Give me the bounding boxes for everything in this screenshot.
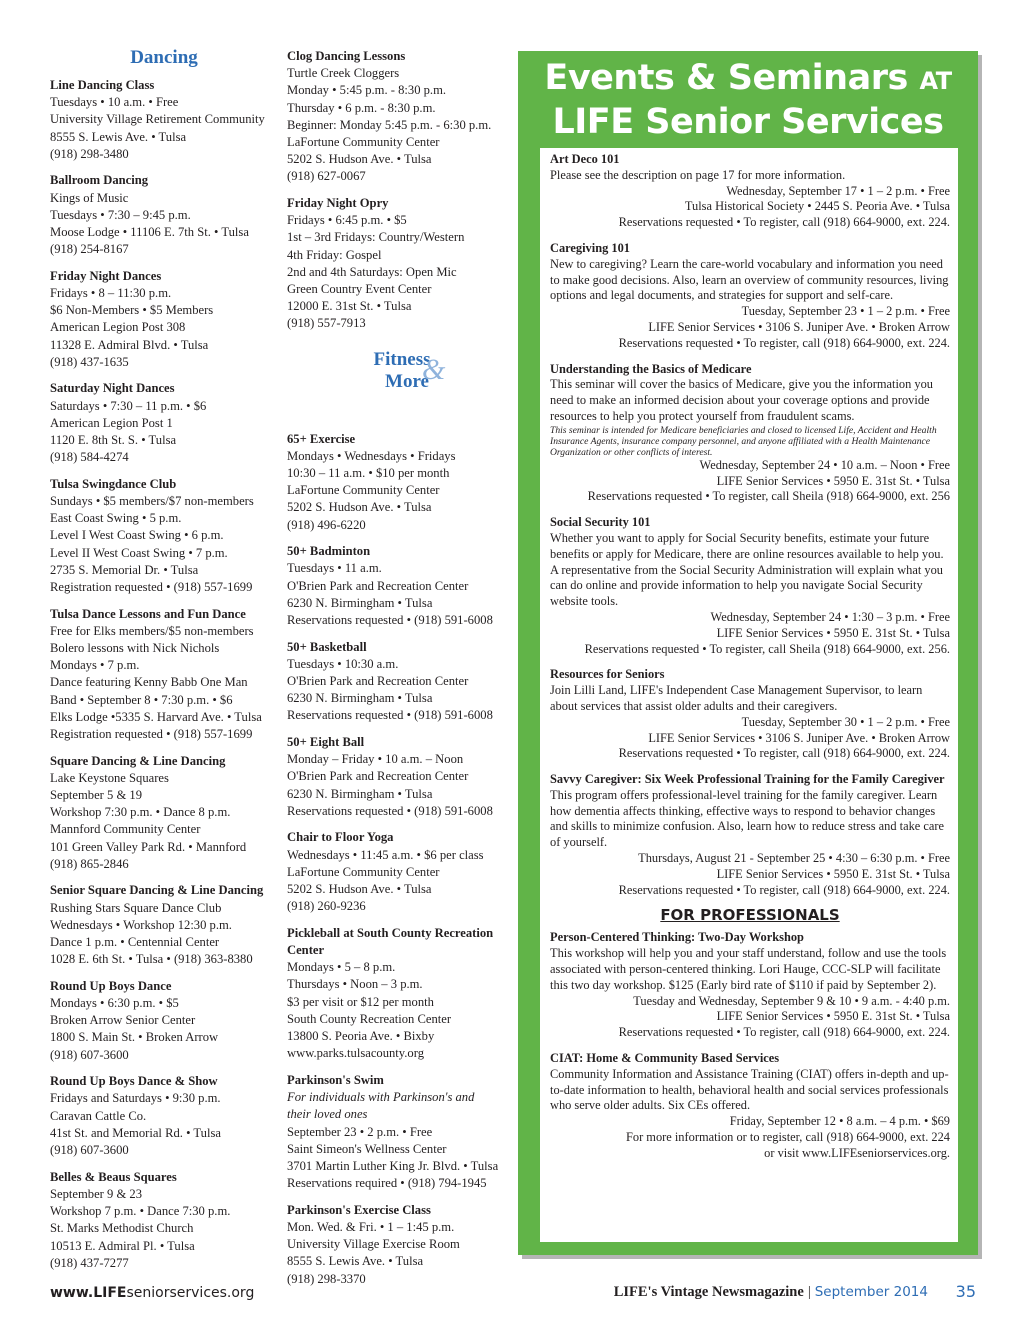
event-description: This workshop will help you and your staff understand, follow and use the tools associated with person-centered thinking. Lori Hauge, CCC-SLP will facilitate this two day workshop. $125 (Early bird rate of $110 if paid by September 2). xyxy=(550,946,947,992)
listing-detail: Registration requested • (918) 557-1699 xyxy=(50,580,253,595)
events-seminars-box xyxy=(518,51,978,1255)
listing-detail: Fridays • 6:45 p.m. • $5 xyxy=(287,213,407,228)
event-detail: Wednesday, September 24 • 1:30 – 3 p.m. • Free xyxy=(710,609,950,624)
issue-date: September 2014 xyxy=(814,1284,928,1300)
listing-detail: South County Recreation Center xyxy=(287,1011,452,1026)
dancing-list xyxy=(50,77,278,1272)
listing-detail: American Legion Post 1 xyxy=(50,415,173,430)
listing-note: For individuals with Parkinson's and xyxy=(287,1090,475,1105)
listing-detail: Fridays • 8 – 11:30 p.m. xyxy=(50,286,172,301)
footer-website xyxy=(50,1285,254,1301)
listing-note: their loved ones xyxy=(287,1107,368,1122)
listing-detail: (918) 298-3480 xyxy=(50,146,129,161)
event-title: Understanding the Basics of Medicare xyxy=(550,361,752,376)
dancing-column xyxy=(50,48,278,1281)
listing-detail: Tuesdays • 10 a.m. • Free xyxy=(50,95,179,110)
listing-detail: Registration requested • (918) 557-1699 xyxy=(50,727,253,742)
event-title: Art Deco 101 xyxy=(550,152,620,166)
listing-title: Ballroom Dancing xyxy=(50,173,149,188)
listing-title: Pickleball at South County Recreation Center xyxy=(287,925,494,958)
fitness-heading-line1: Fitness xyxy=(373,348,431,370)
event-description: Please see the description on page 17 for more information. xyxy=(550,167,846,182)
event-item xyxy=(550,152,950,231)
event-detail: Reservations requested • To register, call (918) 664-9000, ext. 224. xyxy=(618,882,950,897)
listing-detail: Tuesdays • 11 a.m. xyxy=(287,561,382,576)
event-item xyxy=(550,515,950,657)
listing-detail: 11328 E. Admiral Blvd. • Tulsa xyxy=(50,337,209,352)
event-item xyxy=(550,362,950,506)
listing-title: Saturday Night Dances xyxy=(50,381,175,396)
event-description: New to caregiving? Learn the care-world vocabulary and information you need to make good decisions. Also, learn an overview of community resources, living options and legal documents, and strategies for support and self-care. xyxy=(550,256,949,303)
listing-detail: 2735 S. Memorial Dr. • Tulsa xyxy=(50,562,199,577)
listing-detail: (918) 865-2846 xyxy=(50,856,129,871)
event-detail: Reservations requested • To register, call Sheila (918) 664-9000, ext. 256 xyxy=(587,489,950,504)
event-item xyxy=(550,241,950,352)
listing-detail: Green Country Event Center xyxy=(287,282,432,297)
event-title: Caregiving 101 xyxy=(550,240,630,255)
listing-title: Square Dancing & Line Dancing xyxy=(50,753,226,768)
listing-detail: University Village Retirement Community xyxy=(50,112,265,127)
listing-detail: 6230 N. Birmingham • Tulsa xyxy=(287,595,433,610)
listing-title: Round Up Boys Dance & Show xyxy=(50,1074,218,1089)
event-description: This seminar will cover the basics of Medicare, give you the information you need to make an informed decision about your coverage options and provide resources to help you protect yourself from fraudulent scams. xyxy=(550,377,933,423)
professional-events-list xyxy=(550,930,950,1161)
listing-detail: Beginner: Monday 5:45 p.m. - 6:30 p.m. xyxy=(287,117,492,132)
footer-url-bold: www.LIFE xyxy=(50,1285,127,1301)
event-detail: Reservations requested • To register, call (918) 664-9000, ext. 224. xyxy=(618,335,950,350)
listing-detail: 12000 E. 31st St. • Tulsa xyxy=(287,299,412,314)
event-detail: or visit www.LIFEseniorservices.org. xyxy=(764,1145,950,1160)
listing-detail: (918) 437-1635 xyxy=(50,354,129,369)
event-detail: Reservations requested • To register, call (918) 664-9000, ext. 224. xyxy=(618,1025,950,1040)
dance-list-continued xyxy=(287,48,517,333)
listing-title: Belles & Beaus Squares xyxy=(50,1169,177,1184)
listing-detail: Thursdays • Noon – 3 p.m. xyxy=(287,977,423,992)
dancing-heading: Dancing xyxy=(130,47,198,68)
listing-detail: 1028 E. 6th St. • Tulsa • (918) 363-8380 xyxy=(50,952,253,967)
listing-detail: Mannford Community Center xyxy=(50,822,201,837)
fitness-heading-line2: More xyxy=(385,370,429,392)
listing-detail: Caravan Cattle Co. xyxy=(50,1108,147,1123)
listing-detail: 1st – 3rd Fridays: Country/Western xyxy=(287,230,465,245)
listing-detail: Broken Arrow Senior Center xyxy=(50,1013,196,1028)
event-description: Whether you want to apply for Social Security benefits, estimate your future benefits or apply for Medicare, there are online resources available to help you. A representative from the Social Security Administration will explain what you can do online and provide information to help you navigate Social Security website tools. xyxy=(550,530,944,609)
event-detail: Wednesday, September 24 • 10 a.m. – Noon • Free xyxy=(699,457,950,472)
event-item xyxy=(550,930,950,1041)
event-title: CIAT: Home & Community Based Services xyxy=(550,1051,780,1066)
event-title: Person-Centered Thinking: Two-Day Workshop xyxy=(550,930,804,945)
listing-entry xyxy=(50,172,278,258)
listing-detail: $3 per visit or $12 per month xyxy=(287,994,434,1009)
events-title-line2: LIFE Senior Services xyxy=(552,102,944,142)
listing-detail: Mondays • 5 – 8 p.m. xyxy=(287,960,396,975)
event-detail: Reservations requested • To register, call (918) 664-9000, ext. 224. xyxy=(618,215,950,230)
event-item xyxy=(550,1051,950,1162)
listing-title: Clog Dancing Lessons xyxy=(287,49,406,63)
event-detail: LIFE Senior Services • 5950 E. 31st St. • Tulsa xyxy=(716,473,950,488)
listing-entry xyxy=(287,734,517,820)
listing-entry xyxy=(50,476,278,596)
listing-detail: 5202 S. Hudson Ave. • Tulsa xyxy=(287,882,432,897)
event-detail: Tulsa Historical Society • 2445 S. Peoria Ave. • Tulsa xyxy=(684,199,950,214)
listing-entry xyxy=(50,1169,278,1272)
listing-detail: (918) 557-7913 xyxy=(287,316,366,331)
listing-entry xyxy=(287,1202,517,1288)
listing-detail: Tuesdays • 7:30 – 9:45 p.m. xyxy=(50,207,191,222)
listing-entry xyxy=(287,829,517,915)
listing-detail: Elks Lodge •5335 S. Harvard Ave. • Tulsa xyxy=(50,709,262,724)
listing-detail: Sundays • $5 members/$7 non-members xyxy=(50,494,254,509)
events-list xyxy=(550,152,950,898)
footer-url-rest: seniorservices.org xyxy=(126,1285,255,1301)
event-detail: Thursdays, August 21 - September 25 • 4:30 – 6:30 p.m. • Free xyxy=(638,851,950,866)
listing-detail: 2nd and 4th Saturdays: Open Mic xyxy=(287,264,457,279)
event-description: This program offers professional-level training for the family caregiver. Learn how dementia affects thinking, effective ways to respond to behavior changes and skills to minimize confusion. Also, learn how to reduce stress and take care of yourself. xyxy=(550,787,944,850)
listing-detail: September 9 & 23 xyxy=(50,1186,142,1201)
listing-detail: Thursday • 6 p.m. - 8:30 p.m. xyxy=(287,100,436,115)
listing-entry xyxy=(50,978,278,1064)
event-detail: LIFE Senior Services • 3106 S. Juniper Ave. • Broken Arrow xyxy=(648,730,950,745)
listing-detail: (918) 496-6220 xyxy=(287,517,366,532)
listing-detail: 41st St. and Memorial Rd. • Tulsa xyxy=(50,1125,221,1140)
listing-detail: (918) 607-3600 xyxy=(50,1143,129,1158)
events-header xyxy=(518,51,978,143)
listing-detail: (918) 607-3600 xyxy=(50,1047,129,1062)
listing-title: 50+ Basketball xyxy=(287,639,367,654)
event-detail: Reservations requested • To register, call Sheila (918) 664-9000, ext. 256. xyxy=(584,641,950,656)
listing-detail: $6 Non-Members • $5 Members xyxy=(50,303,214,318)
event-description: Join Lilli Land, LIFE's Independent Case Management Supervisor, to learn about services that assist older adults and their caregivers. xyxy=(550,683,923,713)
event-detail: LIFE Senior Services • 5950 E. 31st St. • Tulsa xyxy=(716,866,950,881)
listing-detail: Mon. Wed. & Fri. • 1 – 1:45 p.m. xyxy=(287,1219,455,1234)
listing-detail: 6230 N. Birmingham • Tulsa xyxy=(287,786,433,801)
listing-detail: LaFortune Community Center xyxy=(287,864,440,879)
listing-title: 50+ Badminton xyxy=(287,544,371,559)
listing-detail: Fridays and Saturdays • 9:30 p.m. xyxy=(50,1091,221,1106)
listing-detail: Tuesdays • 10:30 a.m. xyxy=(287,656,399,671)
event-item xyxy=(550,667,950,762)
listing-detail: 1120 E. 8th St. S. • Tulsa xyxy=(50,433,177,448)
listing-entry xyxy=(287,1072,517,1192)
listing-detail: University Village Exercise Room xyxy=(287,1237,460,1252)
listing-detail: Reservations requested • (918) 591-6008 xyxy=(287,708,493,723)
listing-entry xyxy=(50,606,278,744)
listing-detail: 101 Green Valley Park Rd. • Mannford xyxy=(50,839,247,854)
event-detail: LIFE Senior Services • 5950 E. 31st St. • Tulsa xyxy=(716,625,950,640)
listing-detail: East Coast Swing • 5 p.m. xyxy=(50,511,182,526)
fitness-heading xyxy=(287,349,517,393)
listing-detail: Rushing Stars Square Dance Club xyxy=(50,900,222,915)
listing-detail: Level I West Coast Swing • 6 p.m. xyxy=(50,528,224,543)
for-professionals-heading: FOR PROFESSIONALS xyxy=(660,906,840,925)
events-title-at: AT xyxy=(919,67,952,95)
listing-entry xyxy=(287,195,517,333)
listing-detail: Monday • 5:45 p.m. - 8:30 p.m. xyxy=(287,83,447,98)
listing-entry xyxy=(287,431,517,534)
listing-detail: St. Marks Methodist Church xyxy=(50,1221,194,1236)
listing-detail: (918) 254-8167 xyxy=(50,242,129,257)
listing-detail: O'Brien Park and Recreation Center xyxy=(287,674,469,689)
listing-detail: (918) 627-0067 xyxy=(287,169,366,184)
listing-title: Tulsa Swingdance Club xyxy=(50,476,177,491)
listing-detail: 6230 N. Birmingham • Tulsa xyxy=(287,691,433,706)
listing-detail: 5202 S. Hudson Ave. • Tulsa xyxy=(287,152,432,167)
listing-entry xyxy=(50,268,278,371)
listing-detail: Mondays • 6:30 p.m. • $5 xyxy=(50,996,179,1011)
listing-detail: Free for Elks members/$5 non-members xyxy=(50,623,254,638)
listing-entry xyxy=(287,925,517,1063)
listing-detail: Turtle Creek Cloggers xyxy=(287,66,400,81)
listing-detail: LaFortune Community Center xyxy=(287,135,440,150)
listing-detail: Dance 1 p.m. • Centennial Center xyxy=(50,935,220,950)
listing-detail: Level II West Coast Swing • 7 p.m. xyxy=(50,545,228,560)
listing-detail: 4th Friday: Gospel xyxy=(287,247,382,262)
event-detail: Tuesday, September 23 • 1 – 2 p.m. • Free xyxy=(741,304,950,319)
listing-detail: 8555 S. Lewis Ave. • Tulsa xyxy=(287,1254,424,1269)
event-item xyxy=(550,772,950,898)
event-detail: Friday, September 12 • 8 a.m. – 4 p.m. • $69 xyxy=(729,1114,950,1129)
event-detail: LIFE Senior Services • 5950 E. 31st St. • Tulsa xyxy=(716,1009,950,1024)
listing-title: Senior Square Dancing & Line Dancing xyxy=(50,883,264,898)
event-title: Savvy Caregiver: Six Week Professional Training for the Family Caregiver xyxy=(550,772,945,787)
listing-title: 65+ Exercise xyxy=(287,431,356,446)
listing-detail: 3701 Martin Luther King Jr. Blvd. • Tulsa xyxy=(287,1158,499,1173)
listing-detail: Mondays • Wednesdays • Fridays xyxy=(287,448,456,463)
listing-detail: 10:30 – 11 a.m. • $10 per month xyxy=(287,466,450,481)
listing-title: Parkinson's Exercise Class xyxy=(287,1202,431,1217)
event-detail: For more information or to register, call (918) 664-9000, ext. 224 xyxy=(626,1130,950,1145)
listing-detail: LaFortune Community Center xyxy=(287,483,440,498)
listing-detail: September 23 • 2 p.m. • Free xyxy=(287,1124,433,1139)
listing-detail: www.parks.tulsacounty.org xyxy=(287,1046,424,1061)
listing-detail: 10513 E. Admiral Pl. • Tulsa xyxy=(50,1238,195,1253)
event-detail: Wednesday, September 17 • 1 – 2 p.m. • Free xyxy=(726,183,950,198)
listing-detail: (918) 437-7277 xyxy=(50,1255,129,1270)
listing-entry xyxy=(50,753,278,873)
listing-detail: Reservations requested • (918) 591-6008 xyxy=(287,803,493,818)
event-detail: Tuesday and Wednesday, September 9 & 10 • 9 a.m. - 4:40 p.m. xyxy=(633,993,950,1008)
listing-detail: September 5 & 19 xyxy=(50,788,142,803)
listing-detail: Lake Keystone Squares xyxy=(50,770,169,785)
event-title: Resources for Seniors xyxy=(550,667,665,682)
event-detail: LIFE Senior Services • 3106 S. Juniper Ave. • Broken Arrow xyxy=(648,319,950,334)
listing-entry xyxy=(50,1073,278,1159)
listing-detail: (918) 298-3370 xyxy=(287,1271,366,1286)
listing-detail: Workshop 7:30 p.m. • Dance 8 p.m. xyxy=(50,805,231,820)
footer-separator: | xyxy=(807,1284,811,1300)
listing-entry xyxy=(50,77,278,163)
event-detail: Tuesday, September 30 • 1 – 2 p.m. • Free xyxy=(741,714,950,729)
listing-detail: Wednesdays • 11:45 a.m. • $6 per class xyxy=(287,847,484,862)
events-content xyxy=(540,148,958,1242)
listing-entry xyxy=(50,380,278,466)
listing-detail: (918) 584-4274 xyxy=(50,450,129,465)
listing-detail: Bolero lessons with Nick Nichols xyxy=(50,641,220,656)
footer-magazine xyxy=(614,1284,928,1301)
listing-detail: Workshop 7 p.m. • Dance 7:30 p.m. xyxy=(50,1204,231,1219)
listing-detail: Saint Simeon's Wellness Center xyxy=(287,1141,447,1156)
listing-title: Friday Night Opry xyxy=(287,196,389,211)
listing-detail: 1800 S. Main St. • Broken Arrow xyxy=(50,1030,219,1045)
event-disclaimer: This seminar is intended for Medicare beneficiaries and closed to licensed Life, Accident and Health Insurance Agents, insurance company personnel, and anyone affiliated with a Health Maintenance Organization or other conflicts of interest. xyxy=(550,424,937,458)
fitness-list xyxy=(287,431,517,1288)
listing-detail: Wednesdays • Workshop 12:30 p.m. xyxy=(50,917,232,932)
listing-detail: 13800 S. Peoria Ave. • Bixby xyxy=(287,1029,435,1044)
listing-detail: Monday – Friday • 10 a.m. – Noon xyxy=(287,752,464,767)
listing-title: Parkinson's Swim xyxy=(287,1072,384,1087)
events-title: Events & Seminars xyxy=(544,58,908,98)
listing-title: Round Up Boys Dance xyxy=(50,978,172,993)
events-column-2 xyxy=(287,48,517,1297)
event-detail: Reservations requested • To register, call (918) 664-9000, ext. 224. xyxy=(618,746,950,761)
ampersand-ornament: & xyxy=(422,352,446,386)
listing-entry xyxy=(287,543,517,629)
listing-detail: Reservations required • (918) 794-1945 xyxy=(287,1176,487,1191)
listing-detail: 5202 S. Hudson Ave. • Tulsa xyxy=(287,500,432,515)
listing-detail: Mondays • 7 p.m. xyxy=(50,658,140,673)
listing-detail: (918) 260-9236 xyxy=(287,899,366,914)
listing-detail: O'Brien Park and Recreation Center xyxy=(287,769,469,784)
magazine-name: LIFE's Vintage Newsmagazine xyxy=(613,1284,804,1300)
listing-detail: Saturdays • 7:30 – 11 p.m. • $6 xyxy=(50,398,207,413)
event-description: Community Information and Assistance Training (CIAT) offers in-depth and up-to-date information to health, behavioral health and social services professionals who serve older adults. Six CEs offered. xyxy=(550,1066,949,1113)
listing-title: Chair to Floor Yoga xyxy=(287,830,394,845)
listing-detail: O'Brien Park and Recreation Center xyxy=(287,578,469,593)
listing-entry xyxy=(287,48,517,186)
listing-detail: Moose Lodge • 11106 E. 7th St. • Tulsa xyxy=(50,225,249,240)
listing-detail: Dance featuring Kenny Babb One Man xyxy=(50,675,248,690)
listing-title: Tulsa Dance Lessons and Fun Dance xyxy=(50,606,246,621)
listing-detail: Reservations requested • (918) 591-6008 xyxy=(287,613,493,628)
listing-detail: Kings of Music xyxy=(50,190,129,205)
event-title: Social Security 101 xyxy=(550,515,651,530)
listing-title: Line Dancing Class xyxy=(50,78,155,92)
page-number: 35 xyxy=(955,1282,976,1301)
listing-title: 50+ Eight Ball xyxy=(287,735,365,750)
listing-entry xyxy=(50,882,278,968)
listing-detail: 8555 S. Lewis Ave. • Tulsa xyxy=(50,129,187,144)
listing-title: Friday Night Dances xyxy=(50,268,162,283)
listing-entry xyxy=(287,639,517,725)
listing-detail: American Legion Post 308 xyxy=(50,320,186,335)
listing-detail: Band • September 8 • 7:30 p.m. • $6 xyxy=(50,692,233,707)
